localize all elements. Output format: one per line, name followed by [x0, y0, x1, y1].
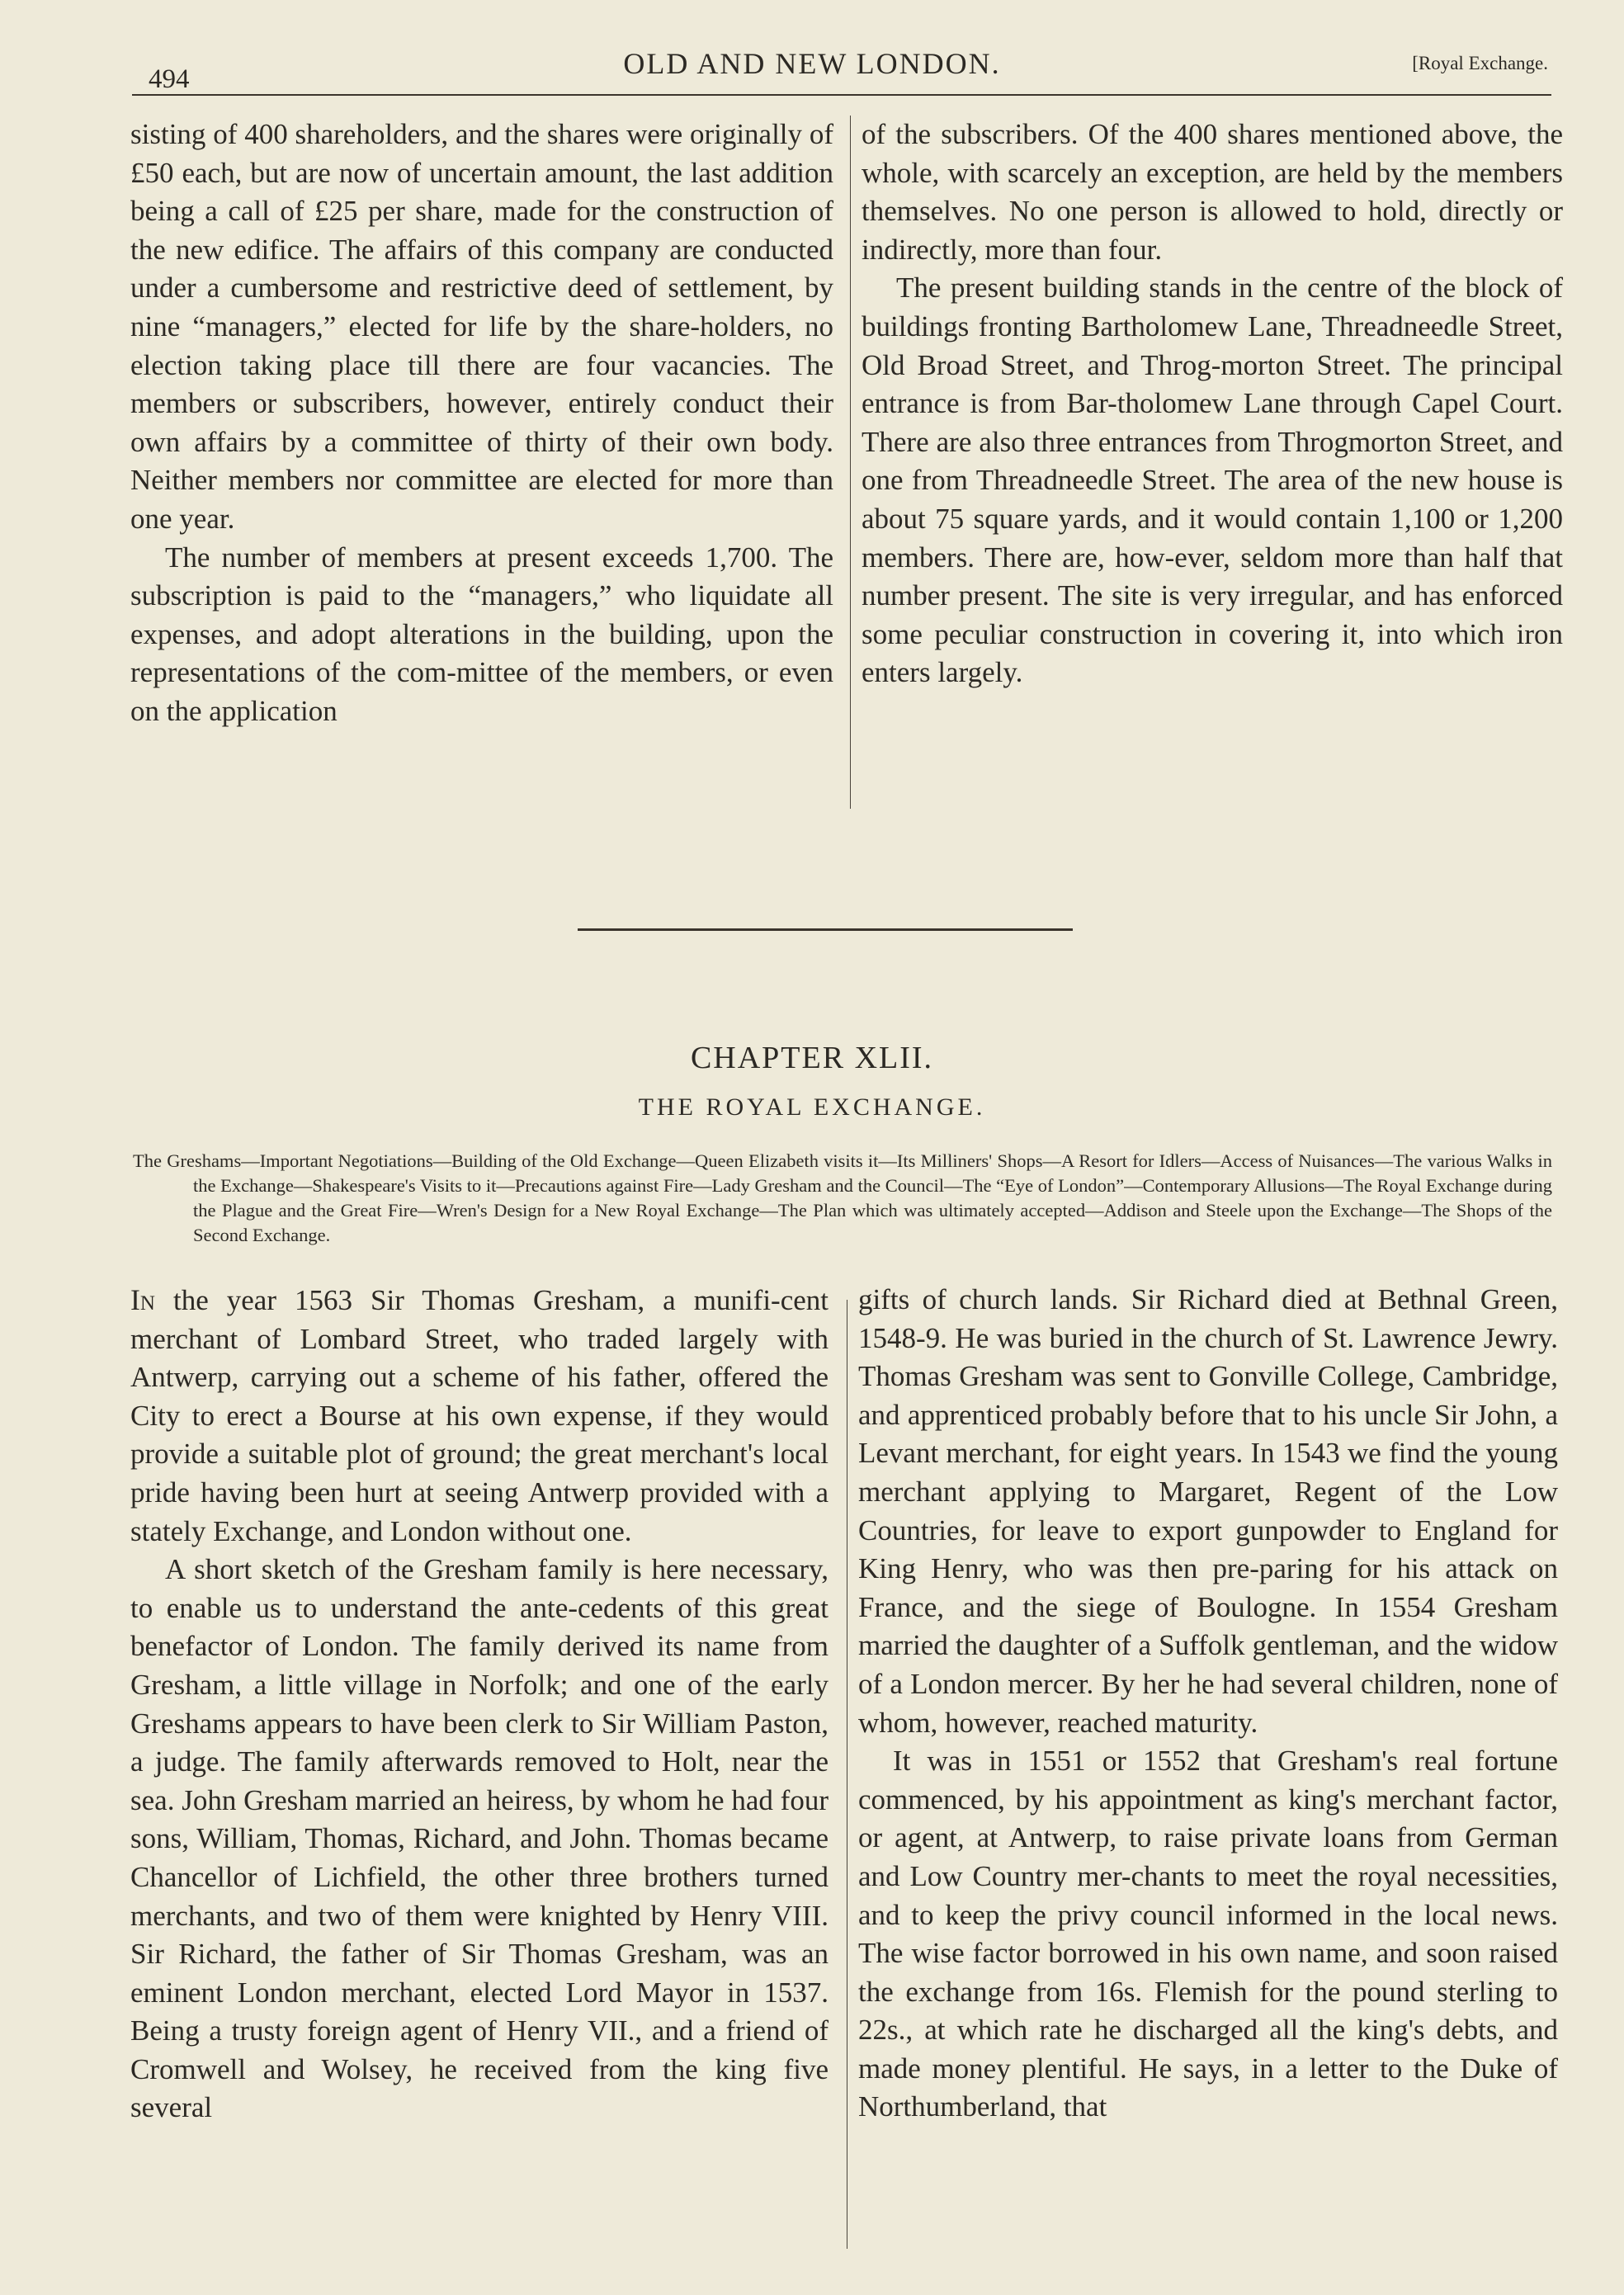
paragraph: The present building stands in the centre of the block of buildings fronting Bartholomew Lane, Threadneedle Street, Old Broad Street, and Throg-morton Street. The principal entrance is from Bar-tholomew Lane through Capel Court. There are also three entrances from Throgmorton Street, and one from Threadneedle Street. The area of the new house is about 75 square yards, and it would contain 1,100 or 1,200 members. There are, how-ever, seldom more than half that number present. The site is very irregular, and has enforced some peculiar construction in covering it, into which iron enters largely.: [862, 272, 1563, 689]
paragraph: gifts of church lands. Sir Richard died at Bethnal Green, 1548-9. He was buried in the church of St. Lawrence Jewry. Thomas Gresham was sent to Gonville College, Cambridge, and apprenticed probably before that to his uncle Sir John, a Levant merchant, for eight years. In 1543 we find the young merchant applying to Margaret, Regent of the Low Countries, for leave to export gunpowder to England for King Henry, who was then pre-paring for his attack on France, and the siege of Boulogne. In 1554 Gresham married the daughter of a Suffolk gentleman, and the widow of a London mercer. By her he had several children, none of whom, however, reached maturity.: [858, 1283, 1558, 1739]
column-divider: [850, 116, 851, 809]
paragraph: It was in 1551 or 1552 that Gresham's real fortune commenced, by his appointment as king's merchant factor, or agent, at Antwerp, to raise private loans from German and Low Country mer-chants to meet the royal necessities, and to keep the privy council informed in the local news. The wise factor borrowed in his own name, and soon raised the exchange from 16s. Flemish for the pound sterling to 22s., at which rate he discharged all the king's debts, and made money plentiful. He says, in a letter to the Duke of Northumberland, that: [858, 1745, 1558, 2123]
page-header: [0, 0, 1624, 99]
paragraph: sisting of 400 shareholders, and the shares were originally of £50 each, but are now of uncertain amount, the last addition being a call of £25 per share, made for the construction of the new edifice. The affairs of this company are conducted under a cumbersome and restrictive deed of settlement, by nine “managers,” elected for life by the share-holders, no election taking place till there are four vacancies. The members or subscribers, however, entirely conduct their own affairs by a committee of thirty of their own body. Neither members nor committee are elected for more than one year.: [130, 118, 833, 535]
opening-word: In: [130, 1283, 155, 1316]
paragraph: A short sketch of the Gresham family is here necessary, to enable us to understand the ante-cedents of this great benefactor of London. The family derived its name from Gresham, a little village in Norfolk; and one of the early Greshams appears to have been clerk to Sir William Paston, a judge. The family afterwards removed to Holt, near the sea. John Gresham married an heiress, by whom he had four sons, William, Thomas, Richard, and John. Thomas became Chancellor of Lichfield, the other three brothers turned merchants, and two of them were knighted by Henry VIII. Sir Richard, the father of Sir Thomas Gresham, was an eminent London merchant, elected Lord Mayor in 1537. Being a trusty foreign agent of Henry VII., and a friend of Cromwell and Wolsey, he received from the king five several: [130, 1553, 829, 2124]
synopsis-text: The Greshams—Important Negotiations—Building of the Old Exchange—Queen Elizabeth visits it—Its Milliners' Shops—A Resort for Idlers—Access of Nuisances—The various Walks in the Exchange—Shakespeare's Visits to it—Precautions against Fire—Lady Gresham and the Council—The “Eye of London”—Contemporary Allusions—The Royal Exchange during the Plague and the Great Fire—Wren's Design for a New Royal Exchange—The Plan which was ultimately accepted—Addison and Steele upon the Exchange—The Shops of the Second Exchange.: [133, 1150, 1552, 1245]
chapter-synopsis: [133, 1149, 1552, 1248]
opening-text: the year 1563 Sir Thomas Gresham, a munifi-cent merchant of Lombard Street, who traded largely with Antwerp, carrying out a scheme of his father, offered the City to erect a Bourse at his own expense, if they would provide a suitable plot of ground; the great merchant's local pride having been hurt at seeing Antwerp provided with a stately Exchange, and London without one.: [130, 1284, 829, 1547]
chapter-title: THE ROYAL EXCHANGE.: [638, 1093, 986, 1121]
top-right-column: [862, 116, 1563, 692]
chapter-number: CHAPTER XLII.: [690, 1041, 934, 1075]
bottom-left-column: [130, 1281, 829, 2127]
bottom-right-column: [858, 1281, 1558, 2127]
running-title: OLD AND NEW LONDON.: [623, 47, 1001, 80]
running-section: [Royal Exchange.: [1412, 53, 1548, 73]
paragraph: of the subscribers. Of the 400 shares mentioned above, the whole, with scarcely an exception, are held by the members themselves. No one person is allowed to hold, directly or indirectly, more than four.: [862, 118, 1563, 266]
paragraph: [130, 1281, 829, 1551]
top-left-column: [130, 116, 833, 731]
section-separator: [578, 928, 1073, 931]
page-number: 494: [149, 64, 190, 94]
paragraph: The number of members at present exceeds 1,700. The subscription is paid to the “managers,” who liquidate all expenses, and adopt alterations in the building, upon the representations of the com-mittee of the members, or even on the application: [130, 541, 833, 727]
header-rule: [132, 94, 1551, 96]
